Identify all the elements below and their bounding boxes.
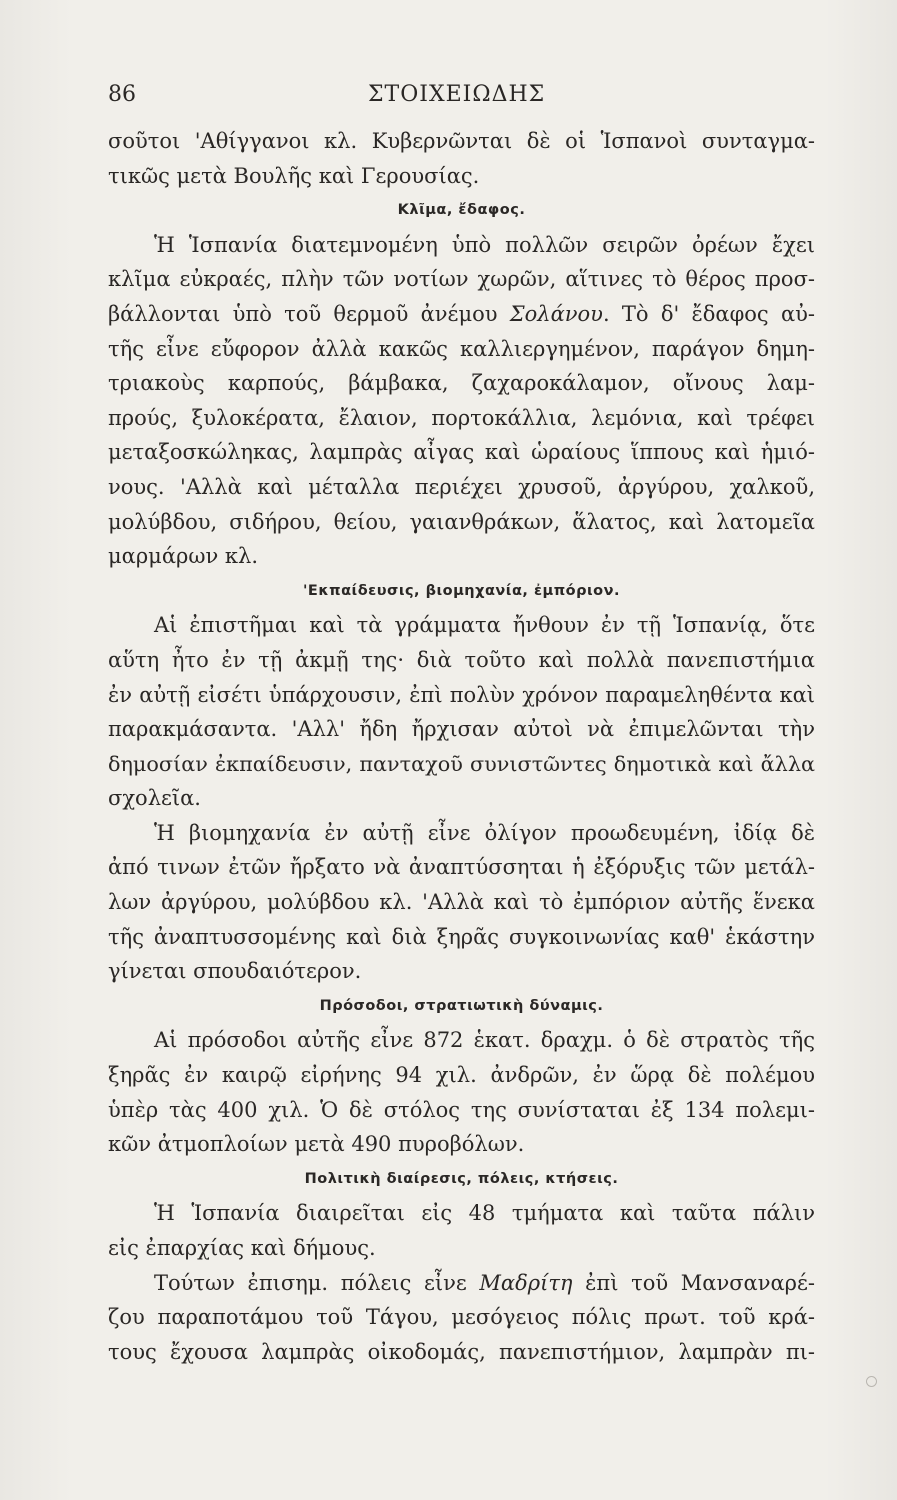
- text-line: κῶν ἀτμοπλοίων μετὰ 490 πυροβόλων.: [108, 1132, 525, 1157]
- text-line: ἐν αὐτῇ εἰσέτι ὑπάρχουσιν, ἐπὶ πολὺν χρόνον παραμεληθέντα καὶ: [108, 682, 815, 707]
- paper-spot: [866, 1376, 877, 1387]
- text-line: ἀπό τινων ἐτῶν ἤρξατο νὰ ἀναπτύσσηται ἡ ἐξόρυξις τῶν μετάλ-: [108, 855, 815, 880]
- text-line: γίνεται σπουδαιότερον.: [108, 959, 362, 984]
- text-line: αὕτη ἦτο ἐν τῇ ἀκμῇ της· διὰ τοῦτο καὶ πολλὰ πανεπιστήμια: [108, 647, 815, 672]
- text-line: [108, 1266, 815, 1301]
- section-heading-revenue: Πρόσοδοι, στρατιωτικὴ δύναμις.: [319, 997, 604, 1014]
- text-line: ξηρᾶς ἐν καιρῷ εἰρήνης 94 χιλ. ἀνδρῶν, ἐν ὥρᾳ δὲ πολέμου: [108, 1063, 815, 1088]
- text-line: σοῦτοι 'Αθίγγανοι κλ. Κυβερνῶνται δὲ οἱ Ἱσπανοὶ συνταγμα-: [108, 129, 815, 153]
- text-line: παρακμάσαντα. 'Αλλ' ἤδη ἤρχισαν αὐτοὶ νὰ ἐπιμελῶνται τὴν: [108, 717, 815, 742]
- text-fragment: Τούτων ἐπισημ. πόλεις εἶνε: [154, 1270, 480, 1295]
- text-line: δημοσίαν ἐκπαίδευσιν, πανταχοῦ συνιστῶντες δημοτικὰ καὶ ἄλλα: [108, 751, 815, 776]
- italic-term: Σολάνου: [509, 301, 603, 326]
- text-line: ὑπὲρ τὰς 400 χιλ. Ὁ δὲ στόλος της συνίσταται ἐξ 134 πολεμι-: [108, 1097, 815, 1122]
- text-line: μολύβδου, σιδήρου, θείου, γαιανθράκων, ἅλατος, καὶ λατομεῖα: [108, 509, 815, 534]
- text-fragment: βάλλονται ὑπὸ τοῦ θερμοῦ ἀνέμου: [108, 301, 510, 326]
- text-line: Αἱ πρόσοδοι αὐτῆς εἶνε 872 ἑκατ. δραχμ. ὁ δὲ στρατὸς τῆς: [154, 1028, 815, 1053]
- text-line: Ἡ Ἱσπανία διατεμνομένη ὑπὸ πολλῶν σειρῶν ὀρέων ἔχει: [154, 232, 815, 257]
- text-line: εἰς ἐπαρχίας καὶ δήμους.: [108, 1236, 376, 1260]
- section-heading-division: Πολιτικὴ διαίρεσις, πόλεις, κτήσεις.: [304, 1170, 619, 1187]
- text-line: [108, 297, 815, 332]
- running-title: ΣΤΟΙΧΕΙΩΔΗΣ: [368, 82, 546, 107]
- section-heading-climate: Κλῖμα, ἔδαφος.: [397, 202, 526, 219]
- page-number: 86: [108, 82, 136, 107]
- text-line: λων ἀργύρου, μολύβδου κλ. 'Αλλὰ καὶ τὸ ἐμπόριον αὐτῆς ἕνεκα: [108, 890, 815, 915]
- text-line: τριακοὺς καρπούς, βάμβακα, ζαχαροκάλαμον, οἴνους λαμ-: [108, 371, 815, 396]
- italic-term: Μαδρίτη: [479, 1270, 573, 1295]
- text-fragment: . Τὸ δ' ἔδαφος αὐ-: [602, 301, 815, 326]
- text-line: τῆς εἶνε εὔφορον ἀλλὰ κακῶς καλλιεργημένον, παράγον δημη-: [108, 336, 815, 361]
- text-line: νους. 'Αλλὰ καὶ μέταλλα περιέχει χρυσοῦ, ἀργύρου, χαλκοῦ,: [108, 474, 815, 499]
- text-line: ζου παραποτάμου τοῦ Τάγου, μεσόγειος πόλις πρωτ. τοῦ κρά-: [108, 1305, 815, 1330]
- text-line: κλῖμα εὐκραές, πλὴν τῶν νοτίων χωρῶν, αἵτινες τὸ θέρος προσ-: [108, 267, 815, 292]
- text-line: τους ἔχουσα λαμπρὰς οἰκοδομάς, πανεπιστήμιον, λαμπρὰν πι-: [108, 1339, 815, 1364]
- text-line: Αἱ ἐπιστῆμαι καὶ τὰ γράμματα ἤνθουν ἐν τῇ Ἱσπανίᾳ, ὅτε: [154, 613, 815, 638]
- text-line: τικῶς μετὰ Βουλῆς καὶ Γερουσίας.: [108, 163, 480, 188]
- section-heading-education: 'Εκπαίδευσις, βιομηχανία, ἐμπόριον.: [302, 582, 621, 599]
- text-line: σχολεῖα.: [108, 786, 201, 811]
- text-line: μεταξοσκώληκας, λαμπρὰς αἶγας καὶ ὡραίους ἵππους καὶ ἡμιό-: [108, 440, 815, 465]
- text-line: μαρμάρων κλ.: [108, 544, 259, 569]
- text-line: τῆς ἀναπτυσσομένης καὶ διὰ ξηρᾶς συγκοινωνίας καθ' ἑκάστην: [108, 924, 815, 949]
- text-line: Ἡ βιομηχανία ἐν αὐτῇ εἶνε ὀλίγον προωδευμένη, ἰδίᾳ δὲ: [154, 820, 815, 845]
- body-text: [108, 124, 815, 1369]
- text-line: Ἡ Ἱσπανία διαιρεῖται εἰς 48 τμήματα καὶ ταῦτα πάλιν: [154, 1201, 815, 1226]
- text-fragment: ἐπὶ τοῦ Μανσαναρέ-: [572, 1270, 815, 1295]
- text-line: προύς, ξυλοκέρατα, ἔλαιον, πορτοκάλλια, λεμόνια, καὶ τρέφει: [108, 405, 815, 430]
- page-header: [108, 82, 808, 122]
